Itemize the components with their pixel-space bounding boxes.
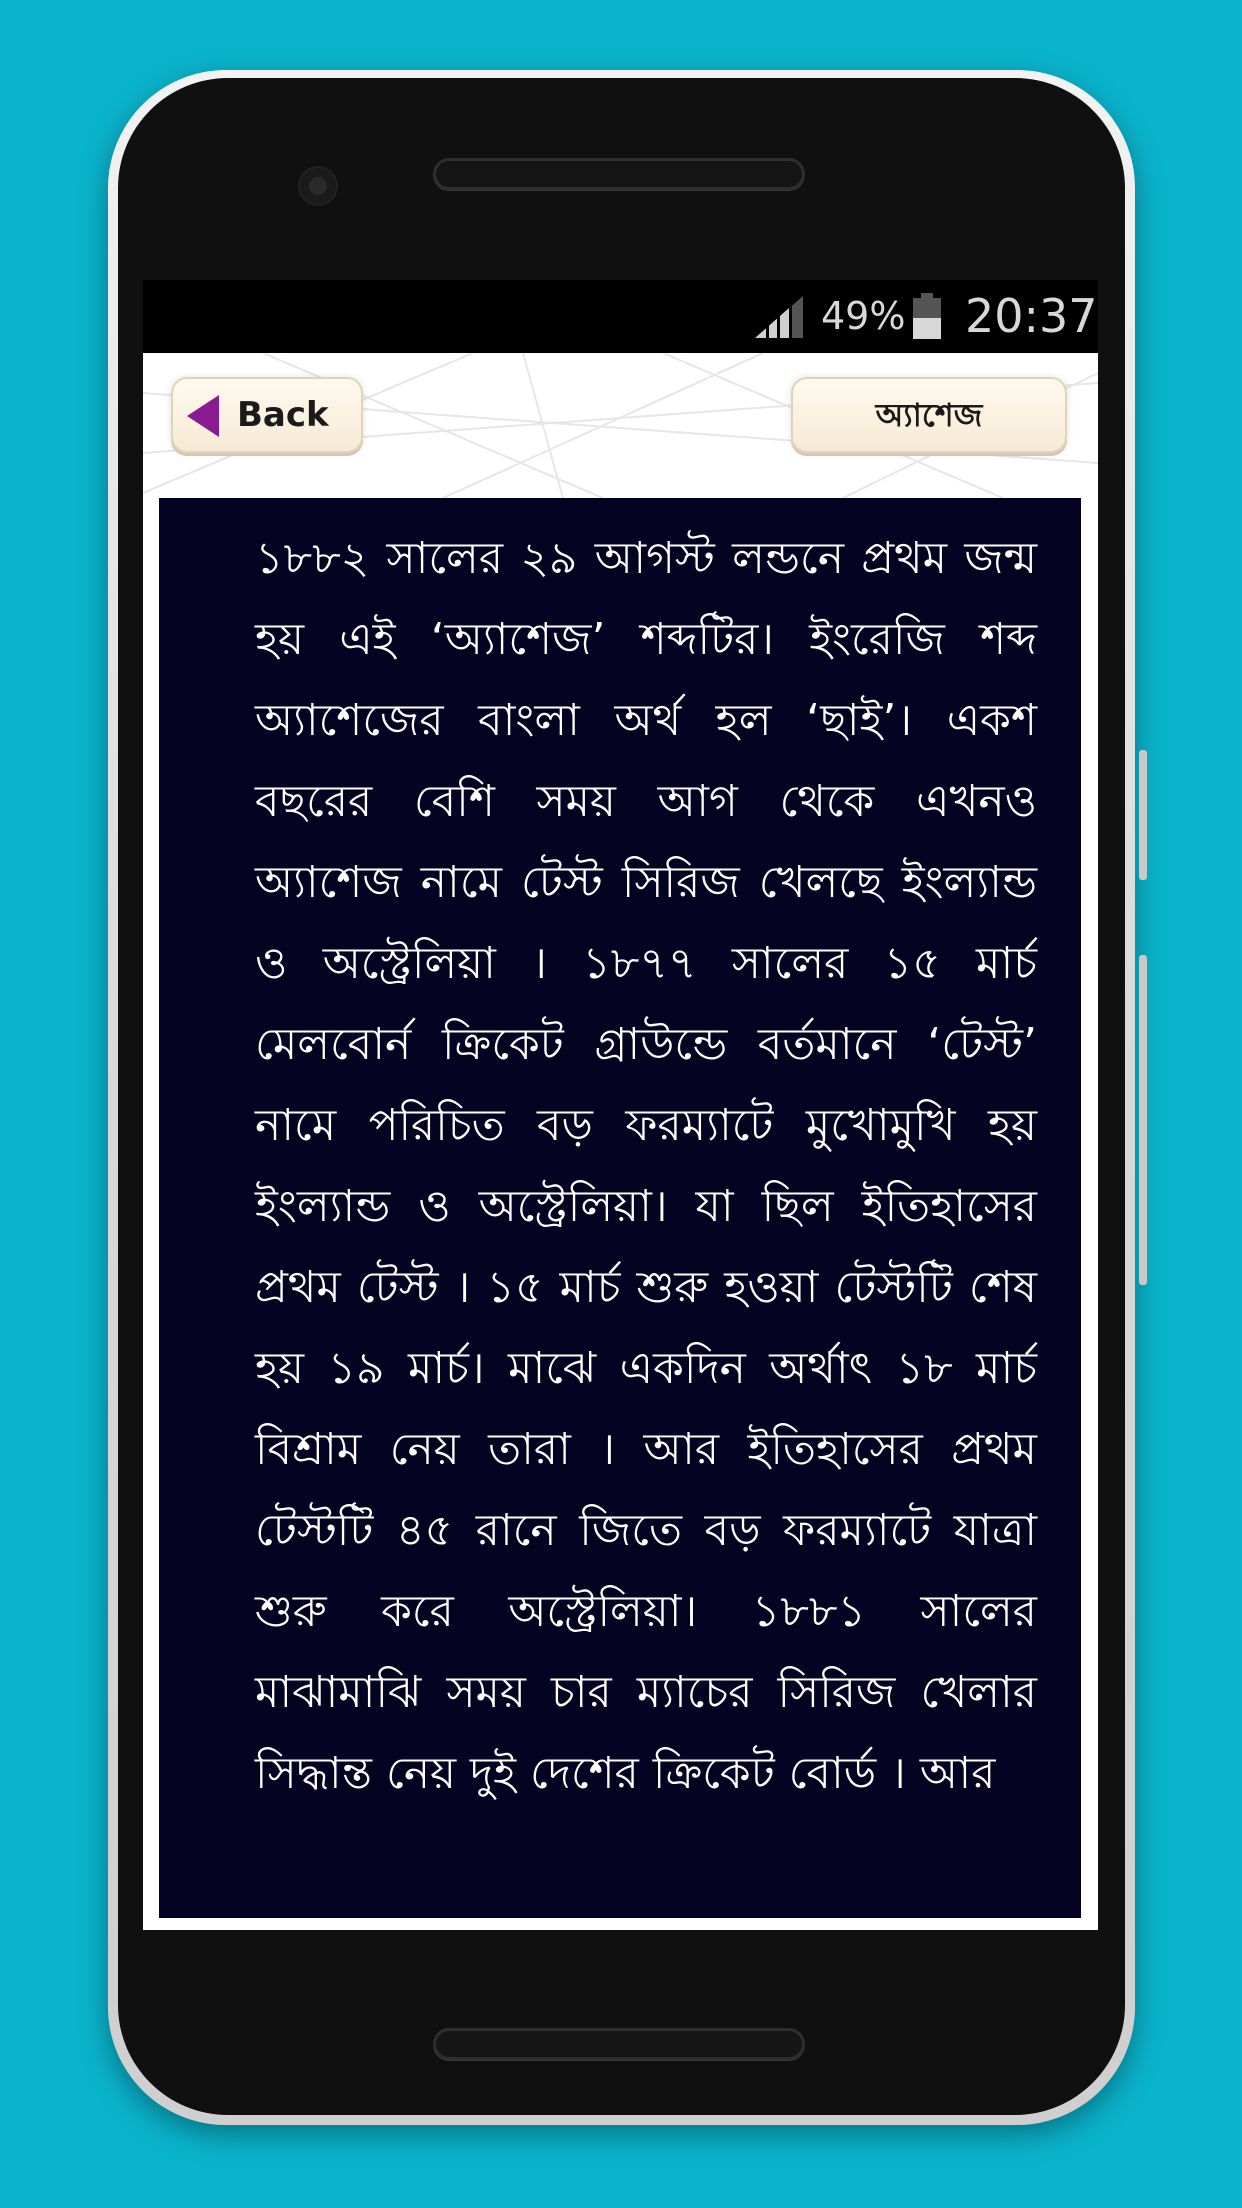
cellular-signal-icon (753, 294, 805, 340)
back-button[interactable] (171, 377, 363, 453)
app-toolbar (143, 353, 1098, 498)
front-camera (300, 168, 336, 204)
status-bar (143, 280, 1098, 353)
status-time: 20:37 (965, 289, 1098, 343)
article-text: ১৮৮২ সালের ২৯ আগস্ট লন্ডনে প্রথম জন্ম হয় এই ‘অ্যাশেজ’ শব্দটির। ইংরেজি শব্দ অ্যাশেজের বাংলা অর্থ হল ‘ছাই’। একশ বছরের বেশি সময় আগ থেকে এখনও অ্যাশেজ নামে টেস্ট সিরিজ খেলছে ইংল্যান্ড ও অস্ট্রেলিয়া । ১৮৭৭ সালের ১৫ মার্চ মেলবোর্ন ক্রিকেট গ্রাউন্ডে বর্তমানে ‘টেস্ট’ নামে পরিচিত বড় ফরম্যাটে মুখোমুখি হয় ইংল্যান্ড ও অস্ট্রেলিয়া। যা ছিল ইতিহাসের প্রথম টেস্ট । ১৫ মার্চ শুরু হওয়া টেস্টটি শেষ হয় ১৯ মার্চ। মাঝে একদিন অর্থাৎ ১৮ মার্চ বিশ্রাম নেয় তারা । আর ইতিহাসের প্রথম টেস্টটি ৪৫ রানে জিতে বড় ফরম্যাটে যাত্রা শুরু করে অস্ট্রেলিয়া। ১৮৮১ সালের মাঝামাঝি সময় চার ম্যাচের সিরিজ খেলার সিদ্ধান্ত নেয় দুই দেশের ক্রিকেট বোর্ড । আর (255, 533, 1037, 1799)
back-button-label: Back (237, 395, 329, 435)
back-arrow-icon (187, 395, 219, 437)
title-button[interactable] (791, 377, 1067, 453)
article-panel[interactable] (159, 498, 1081, 1918)
battery-percent: 49% (821, 294, 906, 338)
power-button (1139, 955, 1147, 1285)
volume-button (1139, 750, 1147, 880)
battery-icon (913, 293, 941, 339)
app-screen (143, 280, 1098, 1930)
earpiece-speaker (433, 158, 805, 190)
bottom-speaker (433, 2028, 805, 2060)
screen-bottom-edge (143, 1918, 1098, 1930)
page-title: অ্যাশেজ (875, 396, 983, 434)
